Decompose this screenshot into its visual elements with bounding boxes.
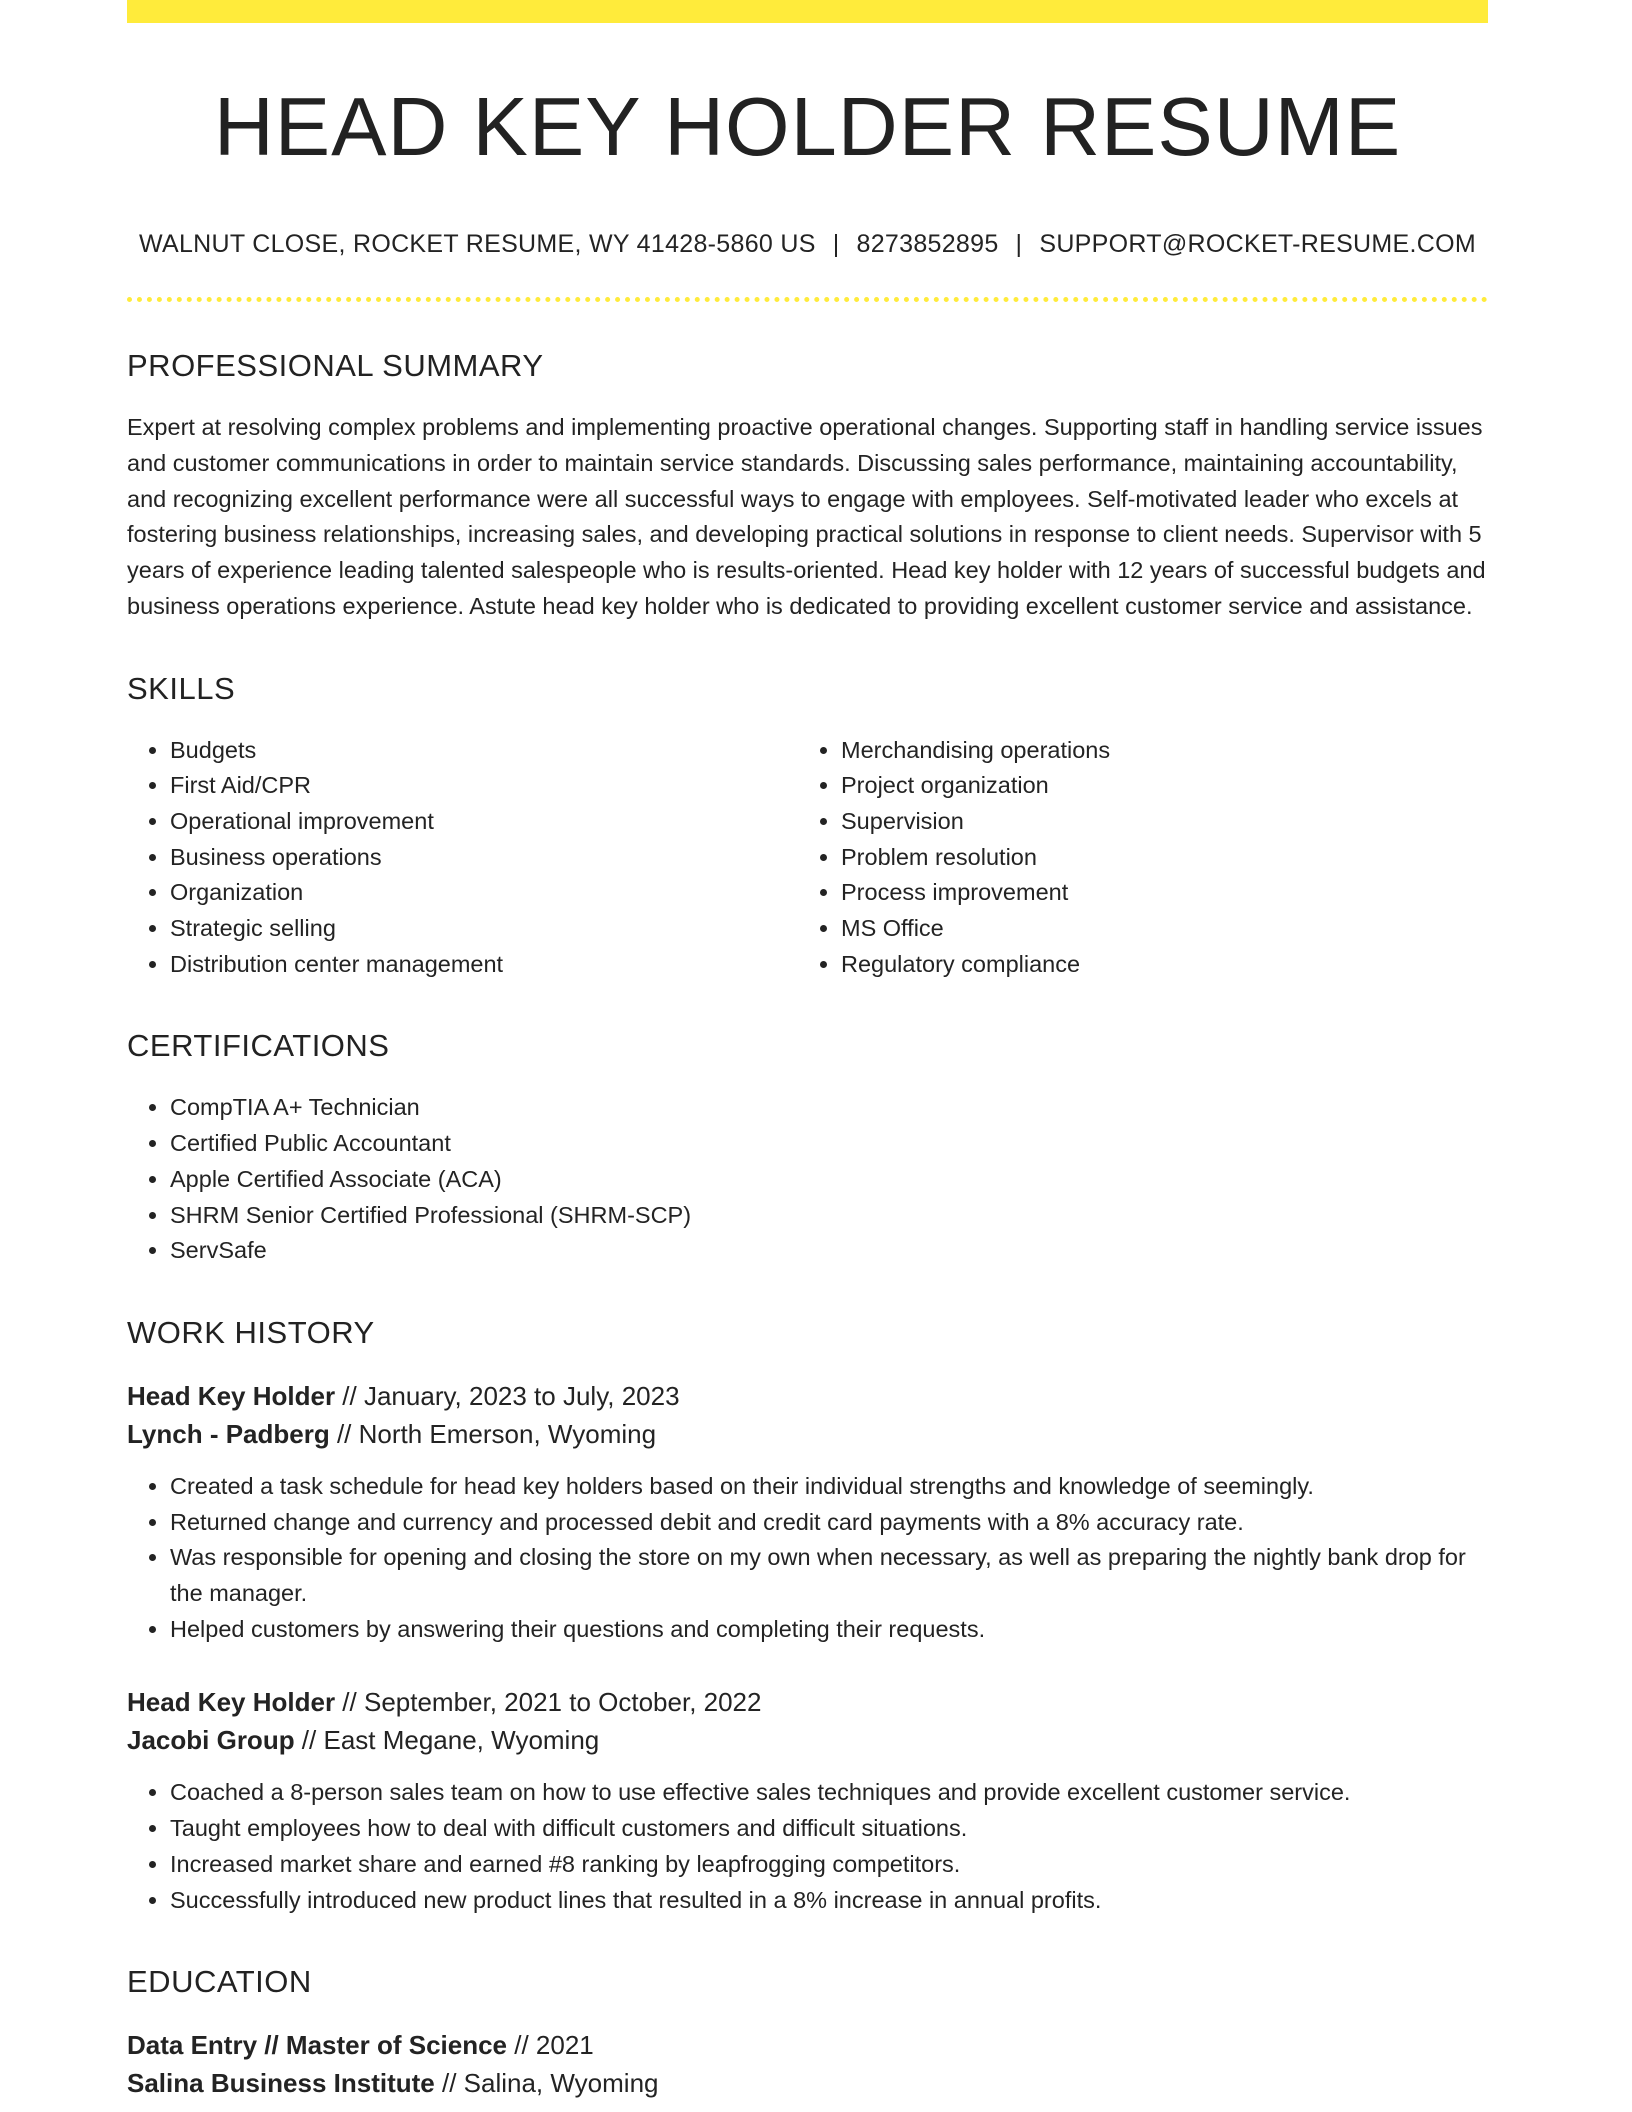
skill-item: • Process improvement [841,875,1461,911]
header-divider [127,297,1488,302]
education-location: // Salina, Wyoming [434,2068,659,2099]
skills-list-left [127,733,798,983]
skills-heading: SKILLS [127,670,236,706]
job-dates: // September, 2021 to October, 2022 [335,1687,762,1718]
skill-item: • Problem resolution [841,840,1461,876]
contact-separator: | [1015,230,1023,259]
contact-address: WALNUT CLOSE, ROCKET RESUME, WY 41428-5860 US [139,230,816,259]
skill-item: • Budgets [170,733,798,769]
education-entry [127,2026,1488,2102]
job-role: Head Key Holder [127,1380,336,1411]
job-duty-item: • Was responsible for opening and closing the store on my own when necessary, as well as preparing the nightly bank drop for the manager. [170,1540,1488,1611]
job-dates: // January, 2023 to July, 2023 [335,1380,680,1411]
contact-email: SUPPORT@ROCKET-RESUME.COM [1039,230,1476,259]
skill-item: • Regulatory compliance [841,947,1461,983]
skill-item: • MS Office [841,911,1461,947]
job-company-line [127,1415,1488,1453]
resume-page [127,0,1488,2102]
job-duty-item: • Helped customers by answering their questions and completing their requests. [170,1612,1488,1648]
certification-item: • ServSafe [170,1233,1488,1269]
job-entry [127,1683,1488,1918]
job-duties-list [127,1469,1488,1648]
education-degree: Data Entry // Master of Science [127,2030,508,2061]
job-location: // North Emerson, Wyoming [329,1418,657,1449]
education-degree-line [127,2026,1488,2064]
certifications-list [127,1090,1488,1269]
job-duty-item: • Returned change and currency and processed debit and credit card payments with a 8% accuracy rate. [170,1505,1488,1541]
certification-item: • CompTIA A+ Technician [170,1090,1488,1126]
work-history-heading: WORK HISTORY [127,1314,375,1350]
job-company: Jacobi Group [127,1725,295,1756]
contact-line [127,230,1488,259]
skill-item: • Business operations [170,840,798,876]
job-entry [127,1377,1488,1648]
summary-heading: PROFESSIONAL SUMMARY [127,348,544,384]
skill-item: • Project organization [841,768,1461,804]
skill-item: • First Aid/CPR [170,768,798,804]
skill-item: • Organization [170,875,798,911]
job-location: // East Megane, Wyoming [294,1725,600,1756]
skills-section [127,671,1488,983]
job-duty-item: • Taught employees how to deal with difficult customers and difficult situations. [170,1811,1488,1847]
certifications-heading: CERTIFICATIONS [127,1028,390,1064]
job-duties-list [127,1775,1488,1918]
education-heading: EDUCATION [127,1964,312,2000]
summary-section [127,348,1488,624]
skill-item: • Distribution center management [170,947,798,983]
top-accent-bar [127,0,1488,23]
job-role-line [127,1683,1488,1721]
job-duty-item: • Coached a 8-person sales team on how to use effective sales techniques and provide excellent customer service. [170,1775,1488,1811]
skill-item: • Operational improvement [170,804,798,840]
certification-item: • Apple Certified Associate (ACA) [170,1162,1488,1198]
summary-text: Expert at resolving complex problems and implementing proactive operational changes. Supporting staff in handling service issues and customer communications in order to maintain service standards. Discussing sales performance, maintaining accountability, and recognizing excellent performance were all successful ways to engage with employees. Self-motivated leader who excels at fostering business relationships, increasing sales, and developing practical solutions in response to client needs. Supervisor with 5 years of experience leading talented salespeople who is results-oriented. Head key holder with 12 years of successful budgets and business operations experience. Astute head key holder who is dedicated to providing excellent customer service and assistance. [127,414,1486,619]
skill-item: • Merchandising operations [841,733,1461,769]
job-company: Lynch - Padberg [127,1418,330,1449]
resume-title: HEAD KEY HOLDER RESUME [213,80,1402,173]
job-company-line [127,1721,1488,1759]
education-school-line [127,2064,1488,2102]
contact-phone: 8273852895 [856,230,999,259]
job-role: Head Key Holder [127,1687,336,1718]
skill-item: • Strategic selling [170,911,798,947]
education-section [127,1964,1488,2102]
certification-item: • SHRM Senior Certified Professional (SHRM-SCP) [170,1198,1488,1234]
job-role-line [127,1377,1488,1415]
contact-separator: | [832,230,840,259]
job-duty-item: • Increased market share and earned #8 ranking by leapfrogging competitors. [170,1847,1488,1883]
job-duty-item: • Created a task schedule for head key holders based on their individual strengths and knowledge of seemingly. [170,1469,1488,1505]
certifications-section [127,1028,1488,1269]
job-duty-item: • Successfully introduced new product lines that resulted in a 8% increase in annual profits. [170,1883,1488,1919]
certification-item: • Certified Public Accountant [170,1126,1488,1162]
skills-columns [127,733,1488,983]
education-year: // 2021 [507,2030,594,2061]
education-school: Salina Business Institute [127,2068,435,2099]
skills-list-right [798,733,1461,983]
skill-item: • Supervision [841,804,1461,840]
work-history-section [127,1315,1488,1918]
